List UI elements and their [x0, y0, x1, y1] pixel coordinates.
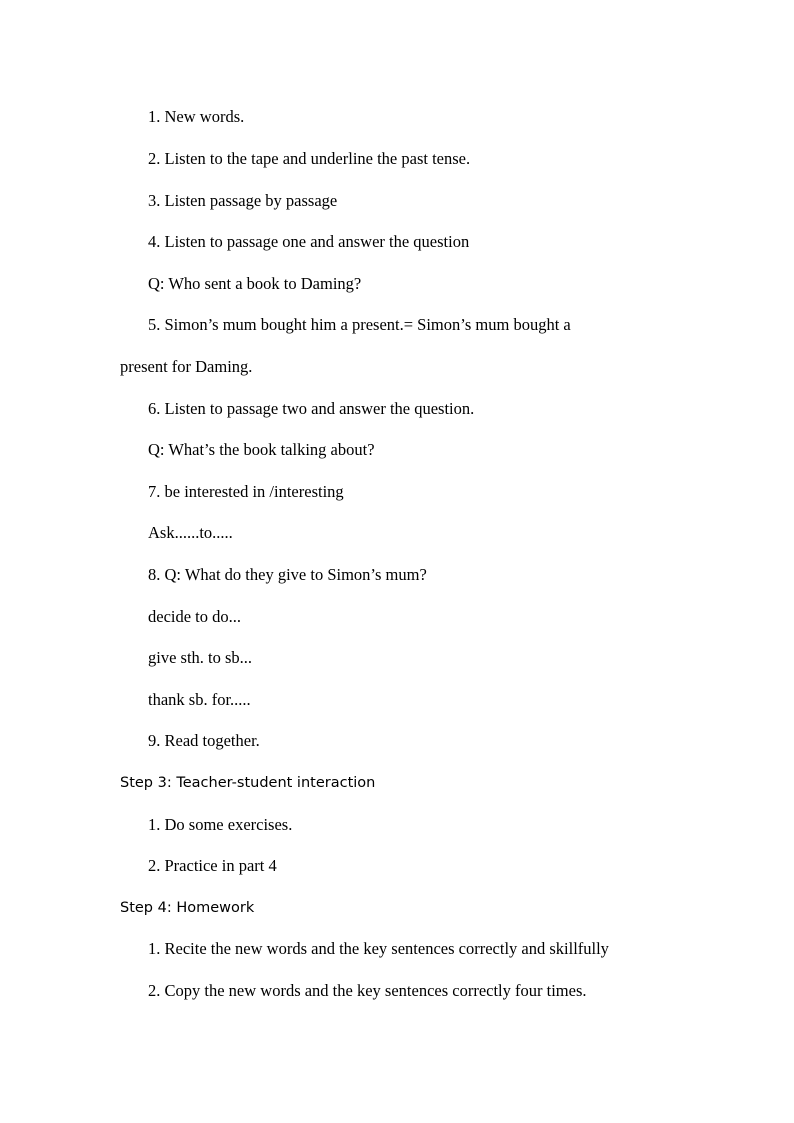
item-interested: 7. be interested in /interesting [148, 482, 344, 501]
item-give-question: 8. Q: What do they give to Simon’s mum? [148, 565, 427, 584]
phrase-line: decide to do... [148, 607, 242, 626]
phrase-line: give sth. to sb... [148, 648, 253, 667]
item-passage-one: 4. Listen to passage one and answer the question [148, 232, 470, 251]
item-copy: 2. Copy the new words and the key sentences correctly four times. [148, 981, 587, 1000]
item-simon-mum-continued: present for Daming. [120, 357, 253, 376]
question-line: Q: Who sent a book to Daming? [148, 274, 362, 293]
item-read-together: 9. Read together. [148, 731, 260, 750]
step-3-heading: Step 3: Teacher-student interaction [120, 775, 376, 791]
phrase-line: Ask......to..... [148, 523, 233, 542]
item-simon-mum: 5. Simon’s mum bought him a present.= Simon’s mum bought a [148, 315, 571, 334]
phrase-line: thank sb. for..... [148, 690, 251, 709]
item-exercises: 1. Do some exercises. [148, 815, 293, 834]
item-listen-tape: 2. Listen to the tape and underline the past tense. [148, 149, 471, 168]
question-line: Q: What’s the book talking about? [148, 440, 375, 459]
item-passage-two: 6. Listen to passage two and answer the question. [148, 399, 475, 418]
item-practice: 2. Practice in part 4 [148, 856, 277, 875]
item-listen-passages: 3. Listen passage by passage [148, 191, 338, 210]
step-4-heading: Step 4: Homework [120, 900, 255, 916]
item-new-words: 1. New words. [148, 107, 245, 126]
item-recite: 1. Recite the new words and the key sentences correctly and skillfully [148, 939, 609, 958]
